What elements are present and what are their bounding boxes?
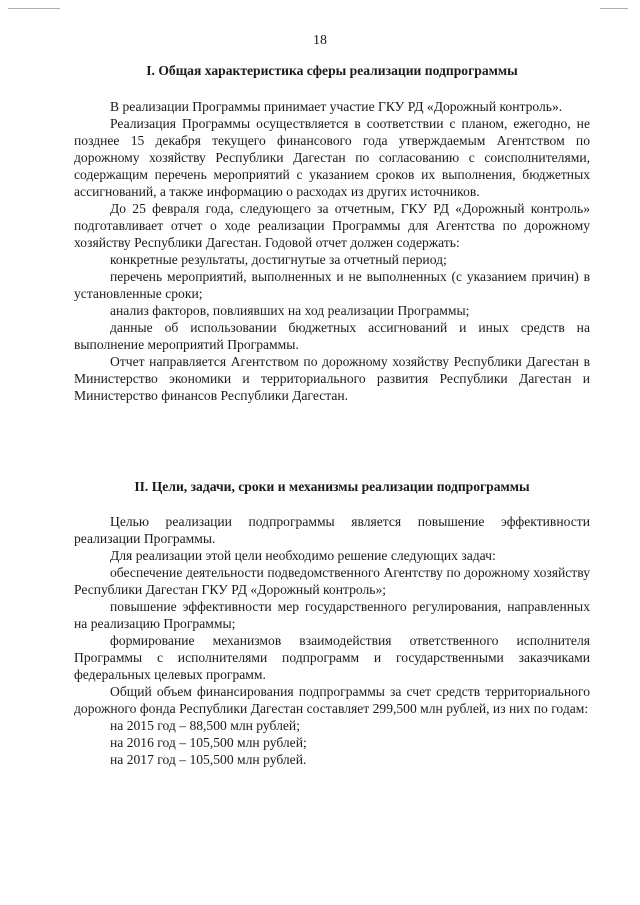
section-2-title: II. Цели, задачи, сроки и механизмы реализации подпрограммы [134,479,530,494]
paragraph: Реализация Программы осуществляется в соответствии с планом, ежегодно, не позднее 15 декабря текущего финансового года утверждаемым Агентством по дорожному хозяйству Республики Дагестан по согласованию с соисполнителями, содержащим перечень мероприятий с указанием сроков их выполнения, бюджетных ассигнований, а также информацию о расходах из других источников. [74,116,590,199]
paragraph: перечень мероприятий, выполненных и не выполненных (с указанием причин) в установленные сроки; [74,269,590,301]
paragraph: обеспечение деятельности подведомственного Агентству по дорожному хозяйству Республики Дагестан ГКУ РД «Дорожный контроль»; [74,565,590,597]
section-2-body [74,513,590,768]
paragraph: Целью реализации подпрограммы является повышение эффективности реализации Программы. [74,514,590,546]
paragraph: данные об использовании бюджетных ассигнований и иных средств на выполнение мероприятий Программы. [74,320,590,352]
page-number: 18 [313,33,327,48]
paragraph: на 2016 год – 105,500 млн рублей; [110,735,307,750]
paragraph: повышение эффективности мер государственного регулирования, направленных на реализацию Программы; [74,599,590,631]
paragraph: формирование механизмов взаимодействия ответственного исполнителя Программы с исполнителями подпрограмм и государственными заказчиками федеральных целевых программ. [74,633,590,682]
section-1-body [74,98,590,404]
paragraph: конкретные результаты, достигнутые за отчетный период; [110,252,447,267]
section-1-title: I. Общая характеристика сферы реализации подпрограммы [146,63,518,78]
paragraph: Для реализации этой цели необходимо решение следующих задач: [110,548,496,563]
scan-artifact [600,8,628,9]
paragraph: В реализации Программы принимает участие ГКУ РД «Дорожный контроль». [110,99,563,114]
paragraph: Отчет направляется Агентством по дорожному хозяйству Республики Дагестан в Министерство экономики и территориального развития Республики Дагестан и Министерство финансов Республики Дагестан. [74,354,590,403]
paragraph: анализ факторов, повлиявших на ход реализации Программы; [110,303,470,318]
paragraph: на 2017 год – 105,500 млн рублей. [110,752,307,767]
paragraph: До 25 февраля года, следующего за отчетным, ГКУ РД «Дорожный контроль» подготавливает отчет о ходе реализации Программы для Агентства по дорожному хозяйству Республики Дагестан. Годовой отчет должен содержать: [74,201,590,250]
scan-artifact [8,8,60,9]
paragraph: на 2015 год – 88,500 млн рублей; [110,718,300,733]
paragraph: Общий объем финансирования подпрограммы за счет средств территориального дорожного фонда Республики Дагестан составляет 299,500 млн рублей, из них по годам: [74,684,590,716]
